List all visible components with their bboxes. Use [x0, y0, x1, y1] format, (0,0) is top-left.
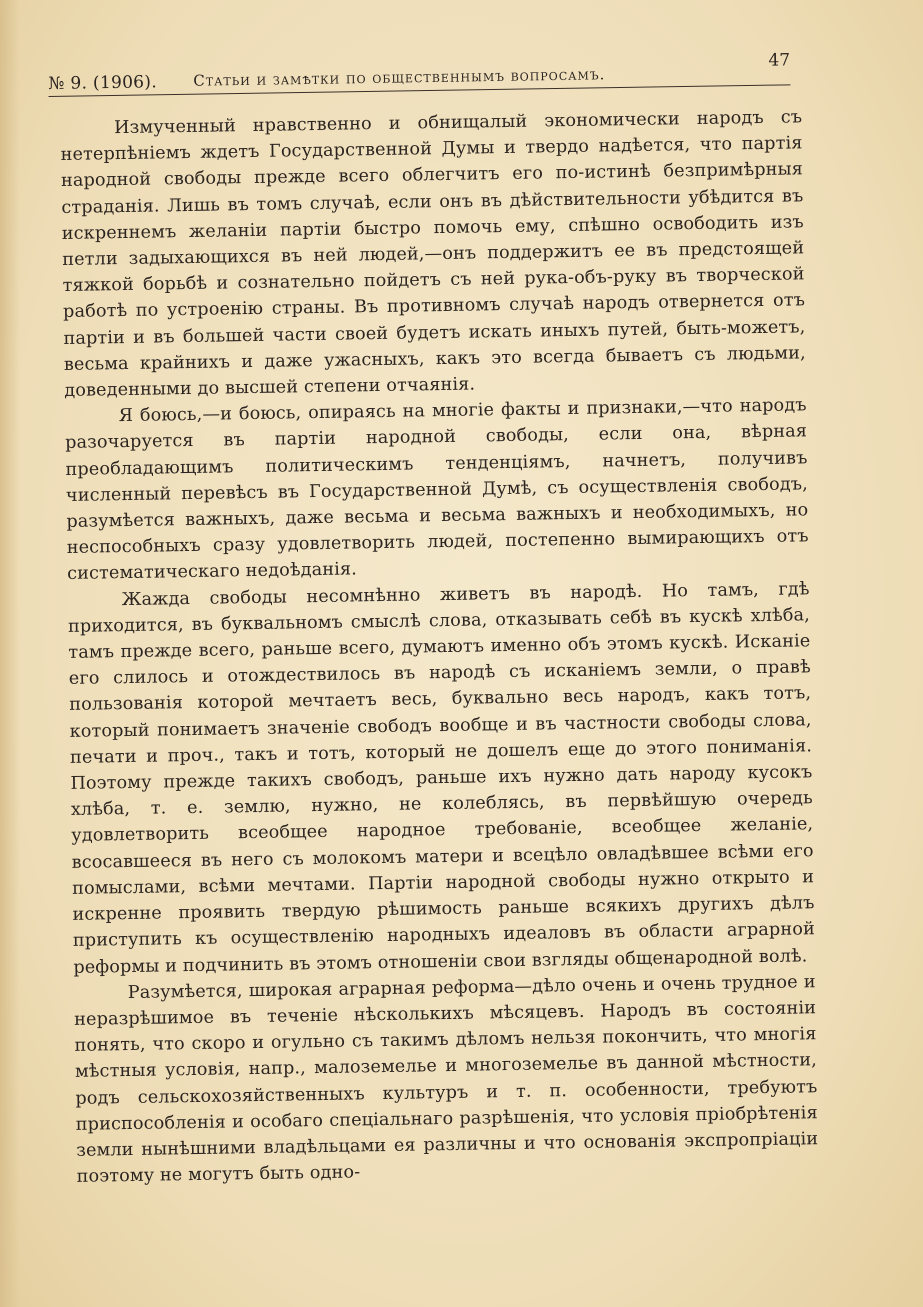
paragraph-1: Измученный нравственно и обнищалый экономически народъ съ нетерпѣніемъ ждетъ Государственной Думы и твердо надѣется, что партія народной свободы прежде всего облегчитъ его по-истинѣ безпримѣрныя страданія. Лишь въ томъ случаѣ, если онъ въ дѣйствительности убѣдится въ искреннемъ желаніи партіи быстро помочь ему, спѣшно освободить изъ петли задыхающихся въ ней людей,—онъ поддержитъ ее въ предстоящей тяжкой борьбѣ и сознательно пойдетъ съ ней рука-объ-руку въ творческой работѣ по устроенію страны. Въ противномъ случаѣ народъ отвернется отъ партіи и въ большей части своей будетъ искать иныхъ путей, быть-можетъ, весьма крайнихъ и даже ужасныхъ, какъ это всегда бываетъ съ людьми, доведенными до высшей степени отчаянія. — [60, 107, 806, 401]
issue-number: № 9. (1906). — [48, 72, 158, 94]
paragraph-2: Я боюсь,—и боюсь, опираясь на многіе факты и признаки,—что народъ разочаруется въ партіи народной свободы, если она, вѣрная преобладающимъ политическимъ тенденціямъ, начнетъ, получивъ численный перевѣсъ въ Государственной Думѣ, съ осуществленія свободъ, разумѣется важныхъ, даже весьма и весьма важныхъ и необходимыхъ, но неспособныхъ сразу удовлетворить людей, постепенно вымирающихъ отъ систематическаго недоѣданія. — [64, 395, 809, 585]
section-title: Статьи и замѣтки по общественнымъ вопросамъ. — [193, 65, 606, 90]
header-rule — [49, 84, 791, 97]
running-header — [48, 50, 790, 96]
page-edge-shadow — [0, 0, 20, 1307]
article-body — [60, 104, 819, 1190]
page-number: 47 — [768, 50, 791, 71]
paragraph-4: Разумѣется, широкая аграрная реформа—дѣло очень и очень трудное и неразрѣшимое въ теченіе нѣсколькихъ мѣсяцевъ. Народъ въ состояніи понять, что скоро и огульно съ такимъ дѣломъ нельзя покончить, что многія мѣстныя условія, напр., малоземелье и многоземелье въ данной мѣстности, родъ сельскохозяйственныхъ культуръ и т. п. особенности, требуютъ приспособленія и особаго спеціальнаго разрѣшенія, что условія пріобрѣтенія земли нынѣшними владѣльцами ея различны и что основанія экспропріаціи поэтому не могутъ быть одно- — [74, 971, 819, 1187]
paragraph-3: Жажда свободы несомнѣнно живетъ въ народѣ. Но тамъ, гдѣ приходится, въ буквальномъ смыслѣ слова, отказывать себѣ въ кускѣ хлѣба, тамъ прежде всего, раньше всего, думаютъ именно объ этомъ кускѣ. Исканіе его слилось и отождествилось въ народѣ съ исканіемъ земли, о правѣ пользованія которой мечтаетъ весь, буквально весь народъ, какъ тотъ, который понимаетъ значеніе свободъ вообще и въ частности свободы слова, печати и проч., такъ и тотъ, который не дошелъ еще до этого пониманія. Поэтому прежде такихъ свободъ, раньше ихъ нужно дать народу кусокъ хлѣба, т. е. землю, нужно, не колеблясь, въ первѣйшую очередь удовлетворить всеобщее народное требованіе, всеобщее желаніе, всосавшееся въ него съ молокомъ матери и всецѣло овладѣвшее всѣми его помыслами, всѣми мечтами. Партіи народной свободы нужно открыто и искренне проявить твердую рѣшимость раньше всякихъ другихъ дѣлъ приступить къ осуществленію народныхъ идеаловъ въ области аграрной реформы и подчинить въ этомъ отношеніи свои взгляды общенародной волѣ. — [67, 578, 816, 978]
